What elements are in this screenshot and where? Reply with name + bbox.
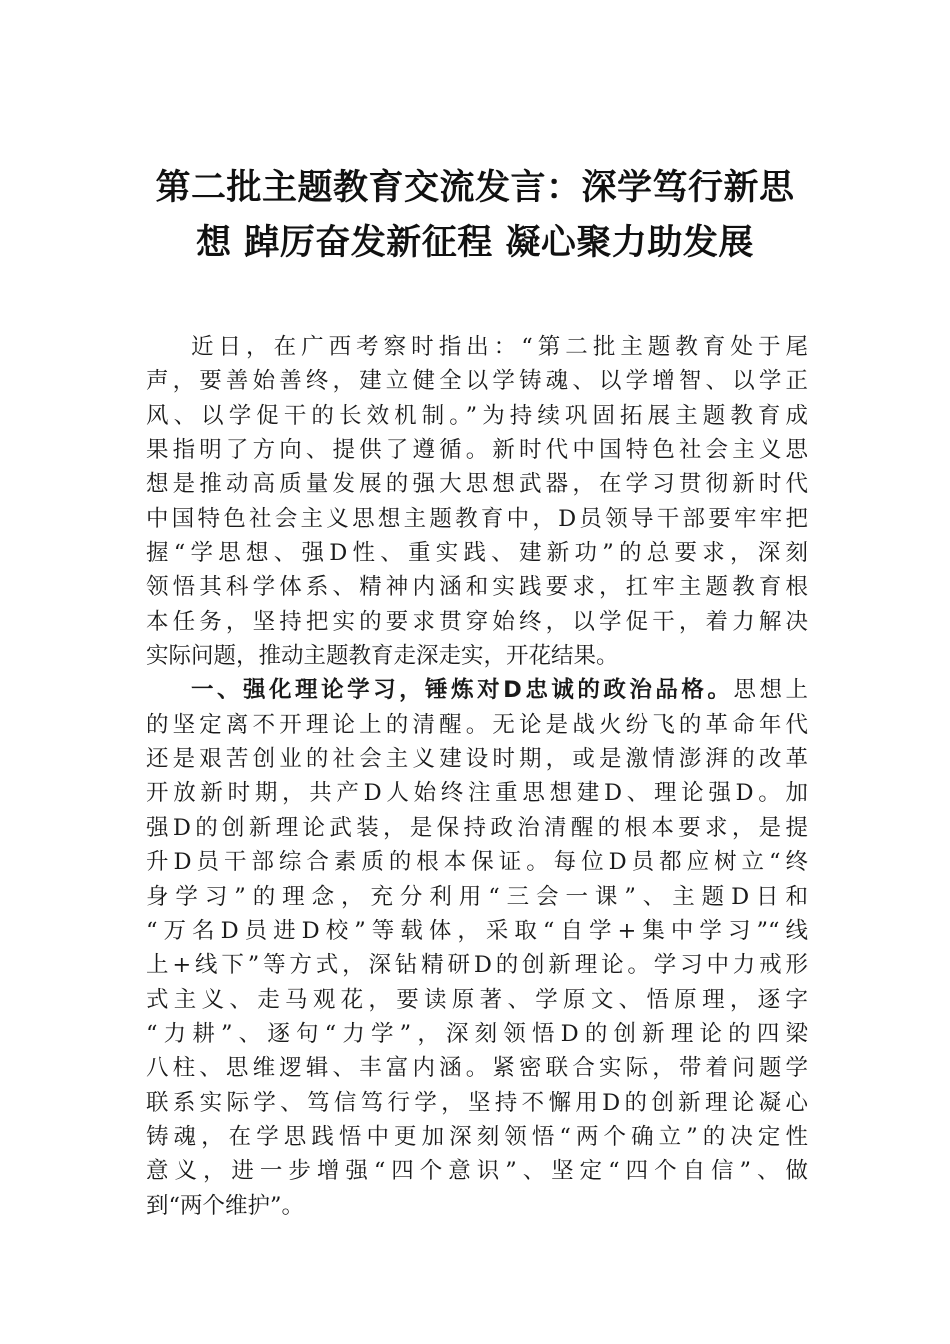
title-line: 第二批主题教育交流发言：深学笃行新思 bbox=[155, 167, 795, 208]
paragraph-line: 还是艰苦创业的社会主义建设时期，或是激情澎湃的改革 bbox=[146, 746, 808, 773]
document-body bbox=[146, 330, 808, 1223]
paragraph-line: 开放新时期，共产D人始终注重思想建D、理论强D。加 bbox=[146, 780, 808, 807]
paragraph-line: 实际问题，推动主题教育走深走实，开花结果。 bbox=[146, 643, 619, 670]
document-title bbox=[120, 160, 830, 270]
paragraph-line: 铸魂，在学思践悟中更加深刻领悟“两个确立”的决定性 bbox=[146, 1123, 808, 1150]
paragraph-line: 式主义、走马观花，要读原著、学原文、悟原理，逐字 bbox=[146, 986, 808, 1013]
paragraph-line: 想是推动高质量发展的强大思想武器，在学习贯彻新时代 bbox=[146, 471, 808, 498]
paragraph-line: 升D员干部综合素质的根本保证。每位D员都应树立“终 bbox=[146, 849, 808, 876]
paragraph-line: 的坚定离不开理论上的清醒。无论是战火纷飞的革命年代 bbox=[146, 711, 808, 738]
section-heading-line bbox=[146, 673, 808, 707]
paragraph-line: “力耕”、逐句“力学”，深刻领悟D的创新理论的四梁 bbox=[146, 1020, 808, 1047]
section-heading-tail: 思想上 bbox=[733, 677, 808, 704]
paragraph-line: 身学习”的理念，充分利用“三会一课”、主题D日和 bbox=[146, 883, 808, 910]
paragraph-line: 领悟其科学体系、精神内涵和实践要求，扛牢主题教育根 bbox=[146, 574, 808, 601]
paragraph-line: 到“两个维护”。 bbox=[146, 1192, 305, 1219]
paragraph-line: 声，要善始善终，建立健全以学铸魂、以学增智、以学正 bbox=[146, 368, 808, 395]
paragraph-line: 强D的创新理论武装，是保持政治清醒的根本要求，是提 bbox=[146, 814, 808, 841]
paragraph-line: 风、以学促干的长效机制。”为持续巩固拓展主题教育成 bbox=[146, 402, 808, 429]
paragraph-line: 八柱、思维逻辑、丰富内涵。紧密联合实际，带着问题学 bbox=[146, 1055, 808, 1082]
paragraph-line: 上+线下”等方式，深钻精研D的创新理论。学习中力戒形 bbox=[146, 952, 808, 979]
paragraph-line: 握“学思想、强D性、重实践、建新功”的总要求，深刻 bbox=[146, 540, 808, 567]
paragraph-line: 联系实际学、笃信笃行学，坚持不懈用D的创新理论凝心 bbox=[146, 1089, 808, 1116]
paragraph-line: 意义，进一步增强“四个意识”、坚定“四个自信”、做 bbox=[146, 1158, 808, 1185]
paragraph-line: 近日，在广西考察时指出：“第二批主题教育处于尾 bbox=[191, 334, 808, 360]
paragraph-line: 中国特色社会主义思想主题教育中，D员领导干部要牢牢把 bbox=[146, 505, 808, 532]
title-line: 想 踔厉奋发新征程 凝心聚力助发展 bbox=[196, 222, 754, 263]
paragraph-line: “万名D员进D校”等载体，采取“自学+集中学习”“线 bbox=[146, 917, 808, 944]
paragraph-line: 果指明了方向、提供了遵循。新时代中国特色社会主义思 bbox=[146, 437, 808, 464]
paragraph-line: 本任务，坚持把实的要求贯穿始终，以学促干，着力解决 bbox=[146, 608, 808, 635]
section-heading: 一、强化理论学习，锤炼对D忠诚的政治品格。 bbox=[191, 677, 734, 704]
